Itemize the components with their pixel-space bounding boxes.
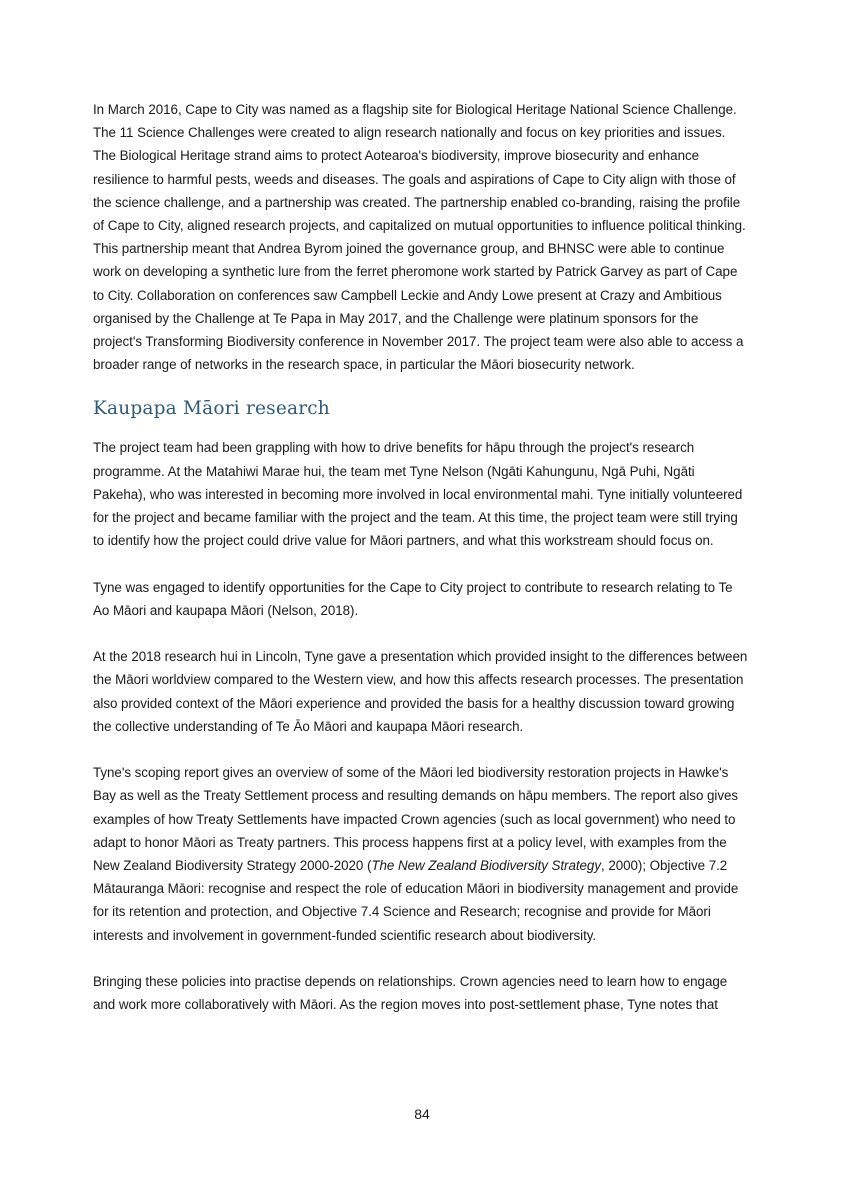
- strategy-title-italic: The New Zealand Biodiversity Strategy: [371, 858, 601, 874]
- paragraph-research-hui: At the 2018 research hui in Lincoln, Tyne gave a presentation which provided insight to the differences between the Māori worldview compared to the Western view, and how this affects research processes. The presentation also provided context of the Māori experience and provided the basis for a healthy discussion toward growing the collective understanding of Te Āo Māori and kaupapa Māori research.: [93, 649, 748, 734]
- paragraph-bhnsc-partnership: In March 2016, Cape to City was named as a flagship site for Biological Heritage National Science Challenge. The 11 Science Challenges were created to align research nationally and focus on key priorities and issues. The Biological Heritage strand aims to protect Aotearoa's biodiversity, improve biosecurity and enhance resilience to harmful pests, weeds and diseases. The goals and aspirations of Cape to City align with those of the science challenge, and a partnership was created. The partnership enabled co-branding, raising the profile of Cape to City, aligned research projects, and capitalized on mutual opportunities to influence political thinking. This partnership meant that Andrea Byrom joined the governance group, and BHNSC were able to continue work on developing a synthetic lure from the ferret pheromone work started by Patrick Garvey as part of Cape to City. Collaboration on conferences saw Campbell Leckie and Andy Lowe present at Crazy and Ambitious organised by the Challenge at Te Papa in May 2017, and the Challenge were platinum sponsors for the project's Transforming Biodiversity conference in November 2017. The project team were also able to access a broader range of networks in the research space, in particular the Māori biosecurity network.: [93, 102, 746, 373]
- section-heading: Kaupapa Māori research: [93, 398, 330, 420]
- page-number: 84: [414, 1106, 430, 1122]
- paragraph-tyne-engaged: Tyne was engaged to identify opportunities for the Cape to City project to contribute to research relating to Te Ao Māori and kaupapa Māori (Nelson, 2018).: [93, 579, 733, 618]
- page-body: [93, 98, 749, 1016]
- paragraph-project-team: The project team had been grappling with how to drive benefits for hāpu through the project's research programme. At the Matahiwi Marae hui, the team met Tyne Nelson (Ngāti Kahungunu, Ngā Puhi, Ngāti Pakeha), who was interested in becoming more involved in local environmental mahi. Tyne initially volunteered for the project and became familiar with the project and the team. At this time, the project team were still trying to identify how the project could drive value for Māori partners, and what this workstream should focus on.: [93, 440, 743, 549]
- scoping-report-text-2: , 2000); Objective 7.2 Mātauranga Māori: recognise and respect the role of education Māori in biodiversity management and provide for its retention and protection, and Objective 7.4 Science and Research; recognise and provide for Māori interests and involvement in government-funded scientific research about biodiversity.: [93, 858, 739, 943]
- paragraph-relationships: Bringing these policies into practise depends on relationships. Crown agencies need to learn how to engage and work more collaboratively with Māori. As the region moves into post-settlement phase, Tyne notes that: [93, 974, 728, 1013]
- paragraph-scoping-report: [93, 761, 749, 947]
- scoping-report-text-1: Tyne's scoping report gives an overview of some of the Māori led biodiversity restoration projects in Hawke's Bay as well as the Treaty Settlement process and resulting demands on hāpu members. The report also gives examples of how Treaty Settlements have impacted Crown agencies (such as local government) who need to adapt to honor Māori as Treaty partners. This process happens first at a policy level, with examples from the New Zealand Biodiversity Strategy 2000-2020 (: [93, 765, 739, 874]
